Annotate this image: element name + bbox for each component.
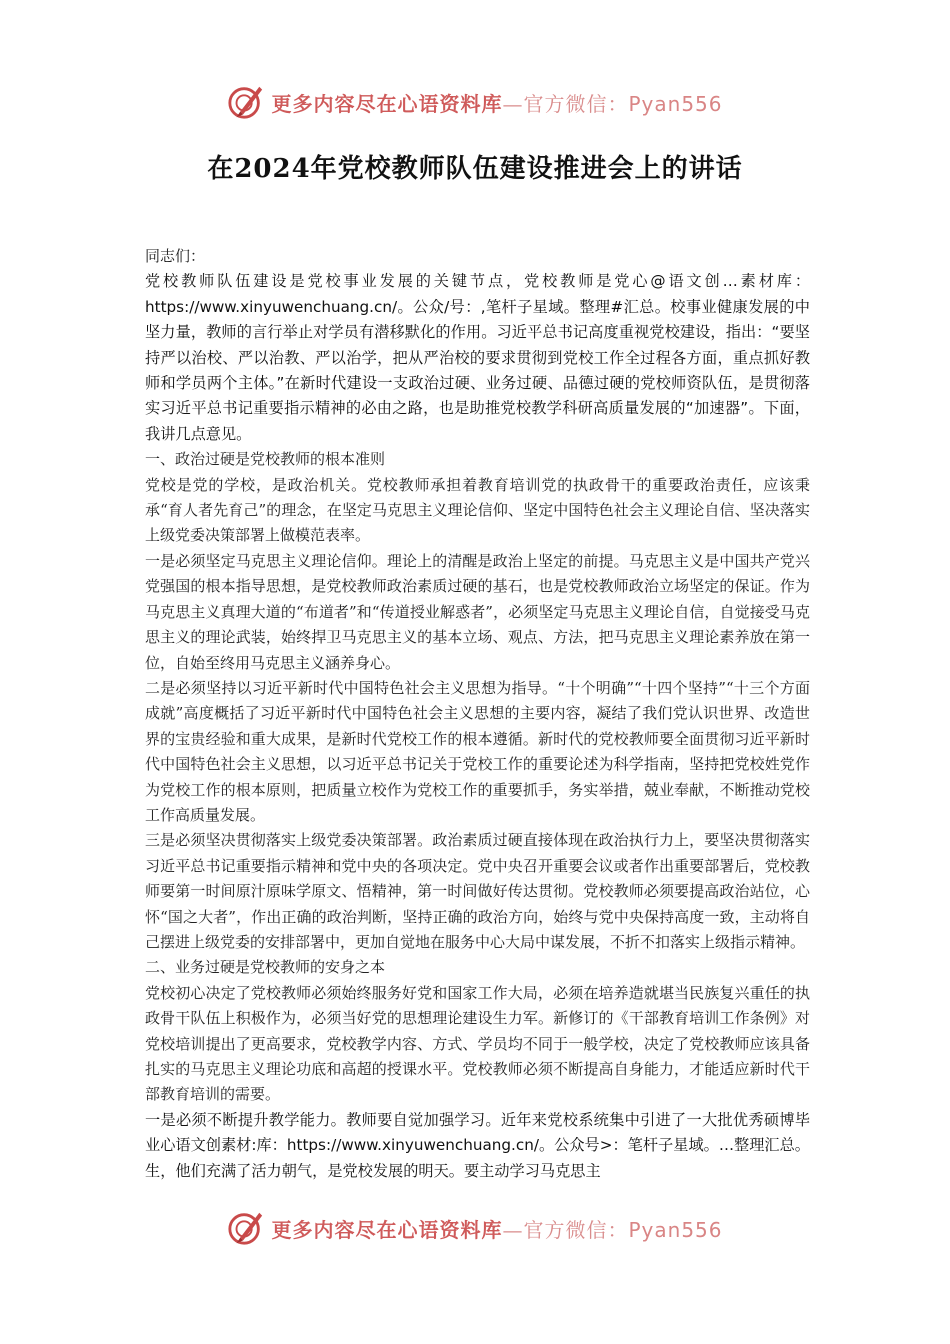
body-paragraph: 二是必须坚持以习近平新时代中国特色社会主义思想为指导。“十个明确”“十四个坚持”“十三个方面成就”高度概括了习近平新时代中国特色社会主义思想的主要内容，凝结了我们党认识世界、改造世界的宝贵经验和重大成果，是新时代党校工作的根本遵循。新时代的党校教师要全面贯彻习近平新时代中国特色社会主义思想，以习近平总书记关于党校工作的重要论述为科学指南，坚持把党校姓党作为党校工作的根本原则，把质量立校作为党校工作的重要抓手，务实举措，兢业奉献，不断推动党校工作高质量发展。 — [145, 678, 810, 824]
footer-banner — [0, 1206, 950, 1250]
salutation: 同志们： — [145, 247, 206, 265]
header-banner — [0, 80, 950, 124]
document-body — [145, 244, 810, 1184]
body-paragraph: 党校教师队伍建设是党校事业发展的关键节点，党校教师是党心@语文创…素材库：https://www.xinyuwenchuang.cn/。公众/号：,笔杆子星域。整理#汇总。校事业健康发展的中坚力量，教师的言行举止对学员有潜移默化的作用。习近平总书记高度重视党校建设，指出：“要坚持严以治校、严以治教、严以治学，把从严治校的要求贯彻到党校工作全过程各方面，重点抓好教师和学员两个主体。”在新时代建设一支政治过硬、业务过硬、品德过硬的党校师资队伍，是贯彻落实习近平总书记重要指示精神的必由之路，也是助推党校教学科研高质量发展的“加速器”。下面，我讲几点意见。 — [145, 272, 810, 443]
banner-brand: 更多内容尽在心语资料库 — [271, 91, 503, 116]
banner-wechat-label: —官方微信： — [502, 1217, 629, 1242]
banner-brand: 更多内容尽在心语资料库 — [271, 1217, 503, 1242]
body-paragraph: 三是必须坚决贯彻落实上级党委决策部署。政治素质过硬直接体现在政治执行力上，要坚决贯彻落实习近平总书记重要指示精神和党中央的各项决定。党中央召开重要会议或者作出重要部署后，党校教师要第一时间原汁原味学原文、悟精神，第一时间做好传达贯彻。党校教师必须要提高政治站位，心怀“国之大者”，作出正确的政治判断，坚持正确的政治方向，始终与党中央保持高度一致，主动将自己摆进上级党委的安排部署中，更加自觉地在服务中心大局中谋发展，不折不扣落实上级指示精神。 — [145, 831, 810, 951]
body-paragraph: 党校是党的学校，是政治机关。党校教师承担着教育培训党的执政骨干的重要政治责任，应该秉承“育人者先育己”的理念，在坚定马克思主义理论信仰、坚定中国特色社会主义理论自信、坚决落实上级党委决策部署上做模范表率。 — [145, 475, 810, 545]
banner-text — [271, 1214, 722, 1243]
section-heading: 一、政治过硬是党校教师的根本准则 — [145, 450, 386, 469]
pen-logo-icon — [227, 83, 265, 121]
section-heading: 二、业务过硬是党校教师的安身之本 — [145, 958, 386, 977]
banner-wechat-id: Pyan556 — [628, 91, 723, 116]
document-title: 在2024年党校教师队伍建设推进会上的讲话 — [207, 154, 743, 184]
body-paragraph: 一是必须坚定马克思主义理论信仰。理论上的清醒是政治上坚定的前提。马克思主义是中国共产党兴党强国的根本指导思想，是党校教师政治素质过硬的基石，也是党校教师政治立场坚定的保证。作为马克思主义真理大道的“布道者”和“传道授业解惑者”，必须坚定马克思主义理论自信，自觉接受马克思主义的理论武装，始终捍卫马克思主义的基本立场、观点、方法，把马克思主义理论素养放在第一位，自始至终用马克思主义涵养身心。 — [145, 551, 810, 672]
banner-wechat-id: Pyan556 — [628, 1217, 723, 1242]
pen-logo-icon — [227, 1209, 265, 1247]
body-paragraph: 党校初心决定了党校教师必须始终服务好党和国家工作大局，必须在培养造就堪当民族复兴重任的执政骨干队伍上积极作为，必须当好党的思想理论建设生力军。新修订的《干部教育培训工作条例》对党校培训提出了更高要求，党校教学内容、方式、学员均不同于一般学校，决定了党校教师应该具备扎实的马克思主义理论功底和高超的授课水平。党校教师必须不断提高自身能力，才能适应新时代干部教育培训的需要。 — [145, 983, 810, 1104]
body-paragraph: 一是必须不断提升教学能力。教师要自觉加强学习。近年来党校系统集中引进了一大批优秀硕博毕业心语文创素材:库：https://www.xinyuwenchuang.cn/。公众号>：笔杆子星域。…整理汇总。生，他们充满了活力朝气，是党校发展的明天。要主动学习马克思主 — [145, 1110, 810, 1180]
banner-wechat-label: —官方微信： — [502, 91, 629, 116]
banner-text — [271, 88, 722, 117]
